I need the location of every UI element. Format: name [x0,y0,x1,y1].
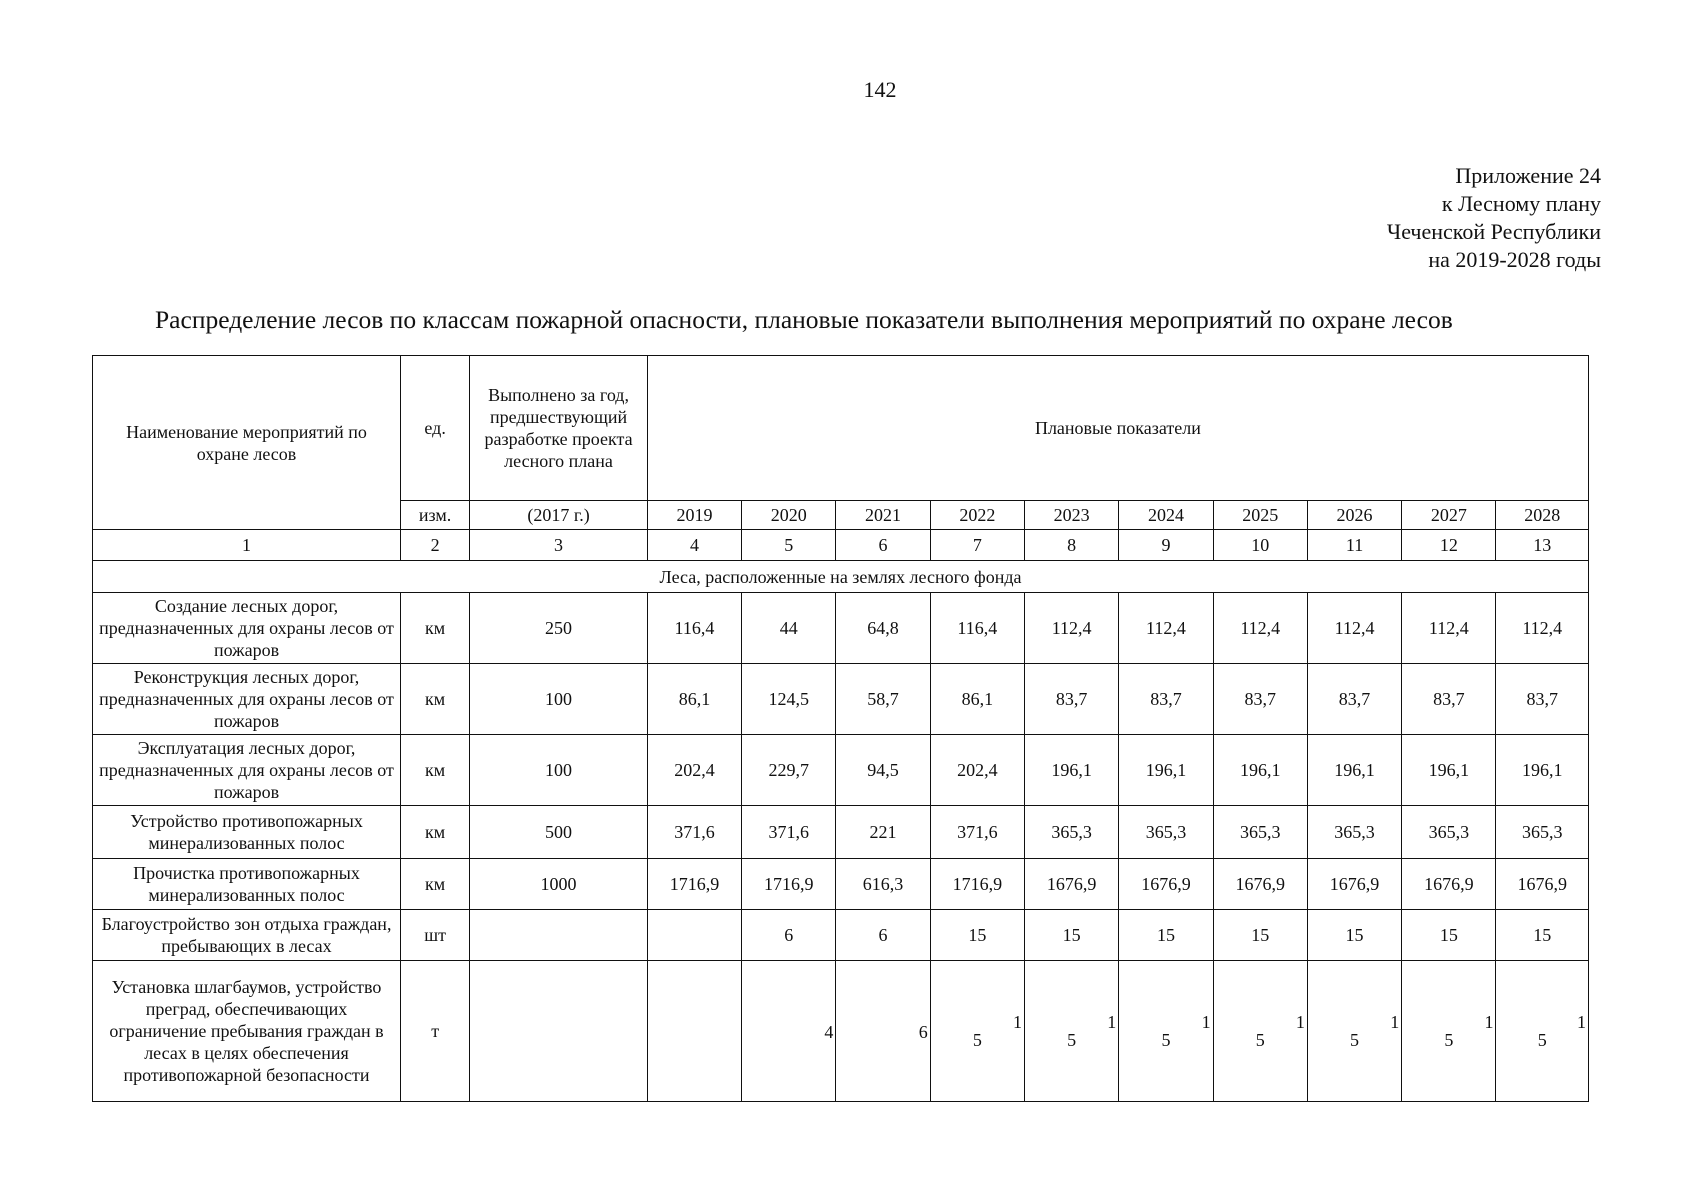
row-value-cell [1213,961,1307,1102]
header-year: 2028 [1496,501,1589,530]
row-value [647,910,741,961]
header-year: 2024 [1119,501,1213,530]
row-value-tail: 1 [1484,1012,1494,1032]
row-name: Создание лесных дорог, предназначенных для охраны лесов от пожаров [93,593,401,664]
row-done [470,910,648,961]
row-value: 1676,9 [1213,859,1307,910]
row-value: 5 [1067,1030,1077,1050]
header-planned: Плановые показатели [647,356,1588,501]
row-value: 83,7 [1213,664,1307,735]
row-value-tail: 1 [1013,1012,1022,1032]
table-row [93,664,1589,735]
row-value: 44 [742,593,836,664]
row-done: 500 [470,806,648,859]
row-value: 94,5 [836,735,930,806]
row-value-tail: 1 [1201,1012,1211,1032]
table-row [93,961,1589,1102]
row-value: 86,1 [930,664,1024,735]
table-row [93,593,1589,664]
row-name: Прочистка противопожарных минерализованных полос [93,859,401,910]
row-value: 1676,9 [1025,859,1119,910]
row-value: 6 [918,1022,928,1042]
row-value: 202,4 [930,735,1024,806]
row-value: 112,4 [1213,593,1307,664]
row-value: 64,8 [836,593,930,664]
row-value-cell [836,961,930,1102]
row-value: 229,7 [742,735,836,806]
row-value: 83,7 [1496,664,1589,735]
row-name: Устройство противопожарных минерализованных полос [93,806,401,859]
row-value: 86,1 [647,664,741,735]
row-value: 83,7 [1307,664,1401,735]
row-value: 221 [836,806,930,859]
row-unit: км [401,664,470,735]
row-name: Благоустройство зон отдыха граждан, пребывающих в лесах [93,910,401,961]
row-value: 112,4 [1119,593,1213,664]
row-done: 100 [470,735,648,806]
row-value: 124,5 [742,664,836,735]
column-number: 7 [930,530,1024,561]
row-unit: км [401,593,470,664]
row-value: 202,4 [647,735,741,806]
row-value: 5 [1444,1030,1454,1050]
row-unit: т [401,961,470,1102]
row-value: 5 [1537,1030,1547,1050]
row-value: 1676,9 [1307,859,1401,910]
row-value-cell [1119,961,1213,1102]
row-value: 196,1 [1307,735,1401,806]
row-value-cell [930,961,1024,1102]
appendix-line: Чеченской Республики [1386,219,1601,244]
row-value: 15 [1307,910,1401,961]
row-value: 6 [836,910,930,961]
fire-protection-table [92,355,1589,1102]
header-name: Наименование мероприятий по охране лесов [93,356,401,530]
row-value: 371,6 [647,806,741,859]
header-year: 2019 [647,501,741,530]
row-value: 83,7 [1402,664,1496,735]
row-value: 83,7 [1119,664,1213,735]
column-number: 4 [647,530,741,561]
row-unit: шт [401,910,470,961]
header-unit-bottom: изм. [401,501,470,530]
row-value: 365,3 [1119,806,1213,859]
row-value: 15 [1025,910,1119,961]
row-value-tail: 1 [1577,1012,1586,1032]
row-value: 15 [930,910,1024,961]
header-year: 2025 [1213,501,1307,530]
row-value: 371,6 [930,806,1024,859]
row-value: 616,3 [836,859,930,910]
row-value: 365,3 [1402,806,1496,859]
header-year: 2023 [1025,501,1119,530]
row-value: 15 [1119,910,1213,961]
row-done: 100 [470,664,648,735]
column-number: 3 [470,530,648,561]
row-value: 5 [1350,1030,1360,1050]
header-year: 2022 [930,501,1024,530]
row-value: 5 [1255,1030,1265,1050]
row-value: 15 [1402,910,1496,961]
column-number: 13 [1496,530,1589,561]
appendix-line: к Лесному плану [1441,191,1601,216]
header-done-year: (2017 г.) [470,501,648,530]
row-value: 58,7 [836,664,930,735]
row-value-cell [1025,961,1119,1102]
row-name: Реконструкция лесных дорог, предназначенных для охраны лесов от пожаров [93,664,401,735]
table-row [93,910,1589,961]
row-value: 196,1 [1119,735,1213,806]
row-value: 1676,9 [1119,859,1213,910]
column-number: 6 [836,530,930,561]
row-value-tail: 1 [1390,1012,1400,1032]
row-value-tail: 1 [1295,1012,1305,1032]
row-value: 1716,9 [930,859,1024,910]
column-number: 10 [1213,530,1307,561]
page-number: 142 [863,77,897,102]
row-done: 250 [470,593,648,664]
row-value: 15 [1213,910,1307,961]
row-value-cell [1496,961,1589,1102]
row-value: 1716,9 [742,859,836,910]
column-number: 9 [1119,530,1213,561]
header-year: 2027 [1402,501,1496,530]
row-value: 116,4 [930,593,1024,664]
header-year: 2021 [836,501,930,530]
row-value: 196,1 [1213,735,1307,806]
row-value: 1676,9 [1496,859,1589,910]
row-value [647,961,741,1102]
row-value: 112,4 [1025,593,1119,664]
row-value: 112,4 [1496,593,1589,664]
table-row [93,735,1589,806]
appendix-line: на 2019-2028 годы [1428,247,1601,272]
row-value: 6 [742,910,836,961]
row-value: 116,4 [647,593,741,664]
row-name: Эксплуатация лесных дорог, предназначенных для охраны лесов от пожаров [93,735,401,806]
row-value: 365,3 [1025,806,1119,859]
column-number: 2 [401,530,470,561]
column-number: 12 [1402,530,1496,561]
row-unit: км [401,735,470,806]
row-value: 196,1 [1402,735,1496,806]
row-value-cell [1307,961,1401,1102]
header-unit: ед. [401,356,470,501]
row-value: 196,1 [1496,735,1589,806]
table-row [93,806,1589,859]
section-title: Леса, расположенные на землях лесного фонда [93,561,1589,593]
row-value: 112,4 [1402,593,1496,664]
row-value: 365,3 [1213,806,1307,859]
row-name: Установка шлагбаумов, устройство преград, обеспечивающих ограничение пребывания граждан в лесах в целях обеспечения противопожарной безопасности [93,961,401,1102]
row-value: 1676,9 [1402,859,1496,910]
header-year: 2026 [1307,501,1401,530]
appendix-note [1387,162,1601,274]
row-value: 5 [1161,1030,1171,1050]
row-value: 196,1 [1025,735,1119,806]
row-value-cell [1402,961,1496,1102]
row-done [470,961,648,1102]
row-value: 4 [824,1022,834,1042]
row-value: 365,3 [1307,806,1401,859]
row-unit: км [401,806,470,859]
row-unit: км [401,859,470,910]
column-number: 11 [1307,530,1401,561]
row-value: 371,6 [742,806,836,859]
header-done: Выполнено за год, предшествующий разработке проекта лесного плана [470,356,648,501]
row-value: 1716,9 [647,859,741,910]
row-value-cell [742,961,836,1102]
row-value-tail: 1 [1107,1012,1117,1032]
row-value: 5 [972,1030,982,1050]
column-number: 8 [1025,530,1119,561]
header-year: 2020 [742,501,836,530]
document-title: Распределение лесов по классам пожарной опасности, плановые показатели выполнения мероприятий по охране лесов [155,305,1453,334]
row-value: 112,4 [1307,593,1401,664]
row-done: 1000 [470,859,648,910]
row-value: 365,3 [1496,806,1589,859]
table-row [93,859,1589,910]
column-number: 1 [93,530,401,561]
column-number: 5 [742,530,836,561]
appendix-line: Приложение 24 [1455,163,1601,188]
row-value: 15 [1496,910,1589,961]
row-value: 83,7 [1025,664,1119,735]
